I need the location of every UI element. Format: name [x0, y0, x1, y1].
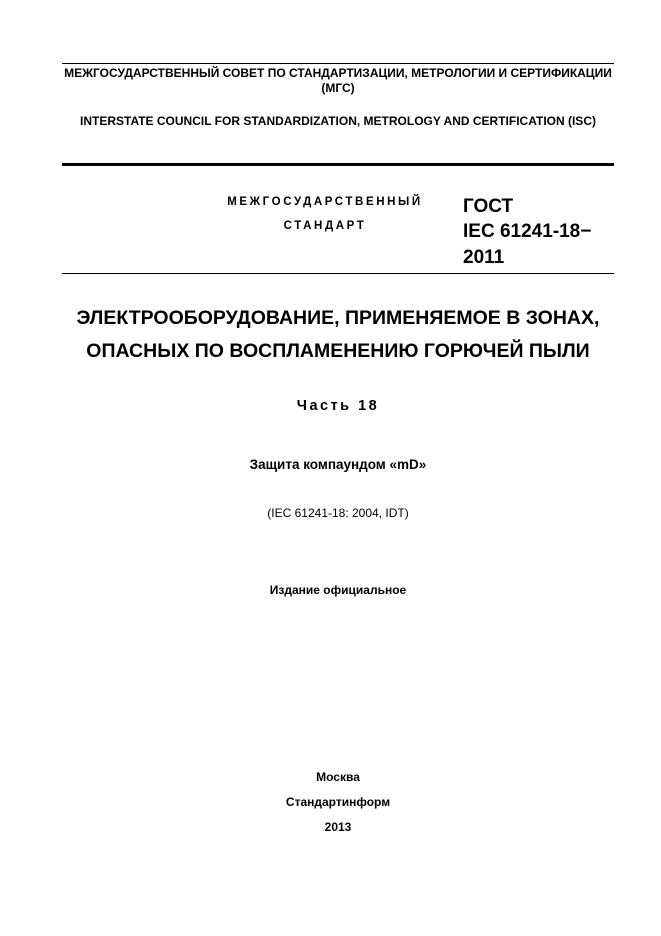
council-name-ru: МЕЖГОСУДАРСТВЕННЫЙ СОВЕТ ПО СТАНДАРТИЗАЦИИ, МЕТРОЛОГИИ И СЕРТИФИКАЦИИ (МГС) [64, 66, 612, 95]
imprint-year: 2013 [324, 820, 352, 834]
document-title [40, 302, 636, 368]
standard-type-line2: СТАНДАРТ [283, 220, 367, 232]
part-number: Часть 18 [296, 398, 380, 414]
title-line1: ЭЛЕКТРООБОРУДОВАНИЕ, ПРИМЕНЯЕМОЕ В ЗОНАХ, [76, 307, 600, 329]
council-name-en: INTERSTATE COUNCIL FOR STANDARDIZATION, METROLOGY AND CERTIFICATION (ISC) [80, 114, 596, 128]
edition-label: Издание официальное [269, 583, 407, 597]
imprint-publisher: Стандартинформ [285, 795, 391, 809]
header-thick-rule [62, 163, 614, 166]
gost-line2: IEC 61241-18− [463, 221, 592, 242]
gost-line1: ГОСТ [463, 196, 514, 217]
iec-reference: (IEC 61241-18: 2004, IDT) [267, 506, 409, 520]
gost-line3: 2011 [463, 247, 505, 268]
title-line2: ОПАСНЫХ ПО ВОСПЛАМЕНЕНИЮ ГОРЮЧЕЙ ПЫЛИ [86, 340, 590, 362]
top-rule [62, 63, 614, 64]
document-subtitle: Защита компаундом «mD» [249, 457, 427, 472]
standard-type-line1: МЕЖГОСУДАРСТВЕННЫЙ [227, 196, 423, 208]
designation-rule [62, 273, 614, 274]
imprint-city: Москва [316, 770, 360, 784]
